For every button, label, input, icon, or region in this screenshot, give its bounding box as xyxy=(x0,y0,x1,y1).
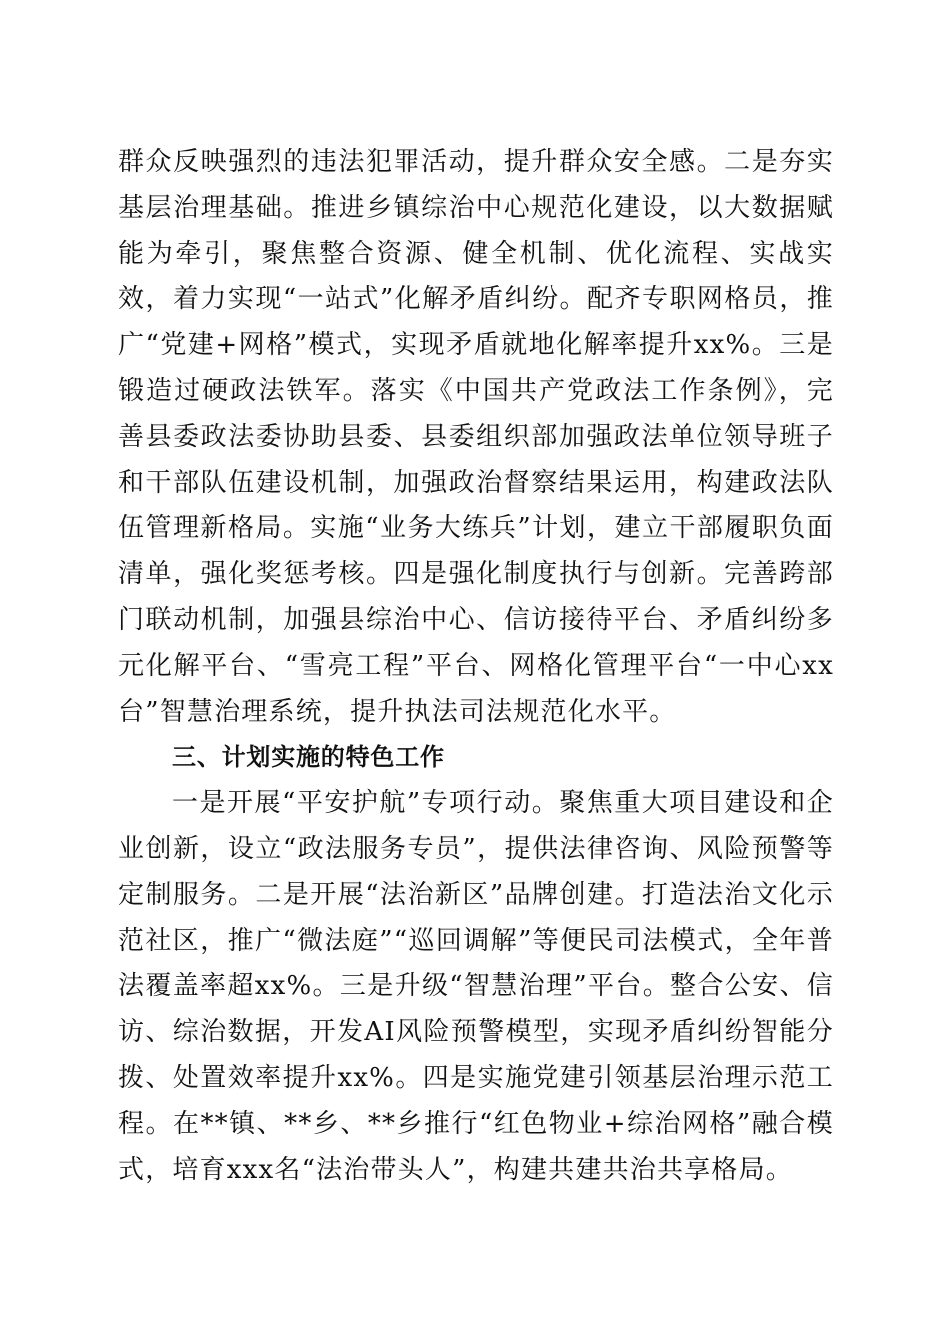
body-paragraph: 群众反映强烈的违法犯罪活动，提升群众安全感。二是夯实基层治理基础。推进乡镇综治中心规范化建设，以大数据赋能为牵引，聚焦整合资源、健全机制、优化流程、实战实效，着力实现“一站式”化解矛盾纠纷。配齐专职网格员，推广“党建+网格”模式，实现矛盾就地化解率提升xx%。三是锻造过硬政法铁军。落实《中国共产党政法工作条例》，完善县委政法委协助县委、县委组织部加强政法单位领导班子和干部队伍建设机制，加强政治督察结果运用，构建政法队伍管理新格局。实施“业务大练兵”计划，建立干部履职负面清单，强化奖惩考核。四是强化制度执行与创新。完善跨部门联动机制，加强县综治中心、信访接待平台、矛盾纠纷多元化解平台、“雪亮工程”平台、网格化管理平台“一中心xx台”智慧治理系统，提升执法司法规范化水平。 xyxy=(118,147,834,727)
document-body xyxy=(118,140,834,1193)
body-paragraph: 一是开展“平安护航”专项行动。聚焦重大项目建设和企业创新，设立“政法服务专员”，提供法律咨询、风险预警等定制服务。二是开展“法治新区”品牌创建。打造法治文化示范社区，推广“微法庭”“巡回调解”等便民司法模式，全年普法覆盖率超xx%。三是升级“智慧治理”平台。整合公安、信访、综治数据，开发AI风险预警模型，实现矛盾纠纷智能分拨、处置效率提升xx%。四是实施党建引领基层治理示范工程。在**镇、**乡、**乡推行“红色物业+综治网格”融合模式，培育xxx名“法治带头人”，构建共建共治共享格局。 xyxy=(118,788,834,1185)
section-heading: 三、计划实施的特色工作 xyxy=(172,743,445,772)
